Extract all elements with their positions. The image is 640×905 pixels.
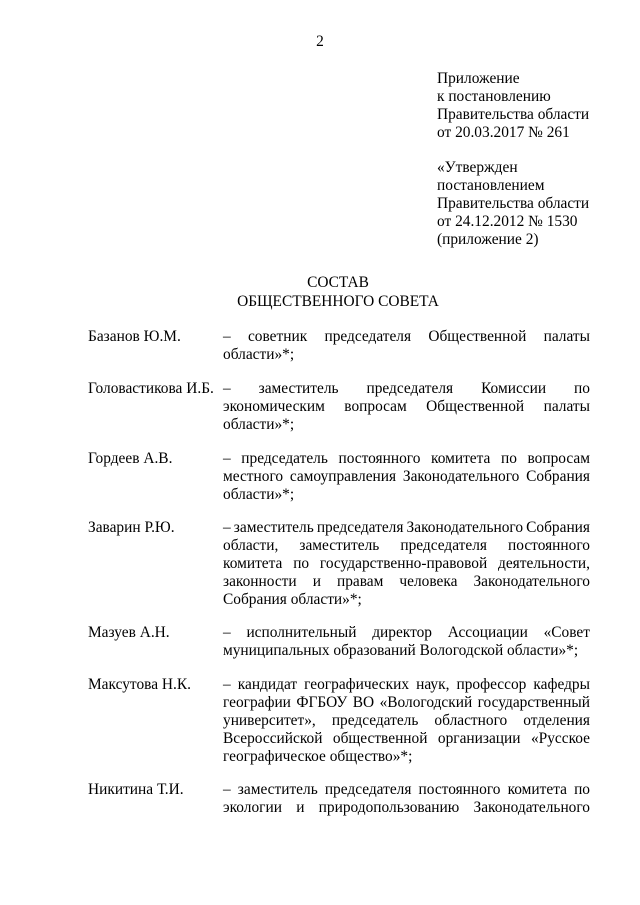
description-word: постоянного: [418, 781, 501, 798]
description-word: и: [296, 799, 305, 816]
appendix-line: Правительства области: [437, 106, 590, 123]
description-word: области,: [223, 537, 279, 554]
description-word: по: [574, 380, 590, 397]
appendix-block: [437, 70, 637, 142]
description-line: [223, 555, 590, 573]
description-line: [223, 624, 590, 642]
description-word: местного: [223, 468, 284, 485]
member-description: [223, 624, 590, 660]
description-line: [223, 730, 590, 748]
description-word: председателя: [366, 380, 454, 397]
member-description: [223, 380, 590, 434]
description-word: экономическим: [223, 398, 325, 415]
description-word: –: [223, 519, 231, 536]
page-number: 2: [316, 33, 324, 50]
description-word: постоянного: [508, 537, 590, 554]
description-word: и: [312, 573, 321, 590]
description-word: отделения: [523, 712, 590, 729]
description-line: [223, 537, 590, 555]
description-line: [223, 712, 590, 730]
description-word: ФГБОУ: [296, 694, 348, 711]
description-word: областного: [434, 712, 508, 729]
description-word: заместитель: [233, 519, 314, 536]
description-word: комитета: [223, 555, 283, 572]
approved-line: постановлением: [437, 177, 545, 194]
description-word: председатель: [331, 712, 419, 729]
description-line: [223, 676, 590, 694]
description-word: университет»,: [223, 712, 316, 729]
description-word: деятельности,: [498, 555, 590, 572]
description-word: председателя: [316, 519, 404, 536]
member-name: Базанов Ю.М.: [88, 328, 181, 345]
description-word: «Русское: [530, 730, 590, 747]
approved-line: (приложение 2): [437, 231, 539, 248]
description-word: по: [500, 450, 517, 467]
description-word: географии: [223, 694, 291, 711]
approved-line: от 24.12.2012 № 1530: [437, 213, 578, 230]
description-word: географических: [304, 676, 410, 693]
description-word: государственно-правовой: [319, 555, 488, 572]
description-line: области»*;: [223, 346, 295, 363]
member-name: Головастикова И.Б.: [88, 380, 214, 397]
description-word: заместитель: [258, 380, 339, 397]
description-word: Всероссийской: [223, 730, 323, 747]
description-word: председатель: [241, 450, 328, 467]
member-name: Заварин Р.Ю.: [88, 519, 175, 536]
member-description: [223, 328, 590, 364]
description-word: палаты: [543, 398, 590, 415]
description-line: [223, 799, 590, 817]
description-word: председателя: [324, 328, 412, 345]
description-word: Законодательного: [473, 799, 590, 816]
title-line-2: ОБЩЕСТВЕННОГО СОВЕТА: [237, 292, 439, 310]
approved-line: «Утвержден: [437, 159, 518, 176]
description-word: комитета: [507, 781, 567, 798]
description-word: Собрания: [526, 519, 590, 536]
description-line: области»*;: [223, 416, 295, 433]
description-word: природопользованию: [318, 799, 460, 816]
description-word: вопросам: [527, 450, 590, 467]
description-word: –: [223, 624, 231, 641]
description-line: [223, 328, 590, 346]
description-word: директор: [372, 624, 432, 641]
description-word: Общественной: [428, 328, 527, 345]
member-name: Гордеев А.В.: [88, 450, 173, 467]
approved-block: [437, 159, 637, 249]
description-word: общественной: [332, 730, 428, 747]
member-description: [223, 676, 590, 766]
description-word: экологии: [223, 799, 282, 816]
member-description: [223, 781, 590, 817]
description-line: [223, 573, 590, 591]
description-word: по: [293, 555, 310, 572]
description-word: заместитель: [299, 537, 380, 554]
description-line: [223, 468, 590, 486]
description-word: Законодательного: [473, 573, 590, 590]
description-word: профессор: [456, 676, 527, 693]
member-description: [223, 450, 590, 504]
description-line: географическое общество»*;: [223, 748, 413, 765]
description-word: –: [223, 380, 231, 397]
description-word: –: [223, 328, 231, 345]
description-word: председателя: [400, 537, 487, 554]
description-line: Собрания области»*;: [223, 591, 362, 608]
description-line: [223, 694, 590, 712]
description-word: организации: [437, 730, 521, 747]
description-word: Законодательного: [406, 519, 524, 536]
description-line: [223, 781, 590, 799]
document-title: [0, 274, 640, 311]
title-line-1: СОСТАВ: [307, 274, 369, 291]
description-word: кафедры: [533, 676, 590, 693]
appendix-line: к постановлению: [437, 88, 551, 105]
description-line: [223, 398, 590, 416]
description-line: муниципальных образований Вологодской области»*;: [223, 642, 579, 659]
description-word: Общественной: [426, 398, 525, 415]
description-word: самоуправления: [289, 468, 397, 485]
description-word: исполнительный: [246, 624, 357, 641]
description-word: палаты: [543, 328, 590, 345]
member-name: Никитина Т.И.: [88, 781, 184, 798]
appendix-line: от 20.03.2017 № 261: [437, 124, 570, 141]
description-word: законности: [223, 573, 297, 590]
description-word: –: [223, 676, 231, 693]
appendix-line: Приложение: [437, 70, 520, 87]
description-word: государственный: [477, 694, 590, 711]
description-word: –: [223, 450, 231, 467]
description-word: –: [223, 781, 231, 798]
description-word: председателя: [324, 781, 412, 798]
description-word: по: [574, 781, 590, 798]
description-word: наук,: [416, 676, 450, 693]
description-line: [223, 519, 590, 537]
description-line: области»*;: [223, 486, 295, 503]
description-word: «Вологодский: [379, 694, 473, 711]
description-word: постоянного: [338, 450, 421, 467]
description-word: правам: [336, 573, 384, 590]
description-word: Комиссии: [481, 380, 547, 397]
description-word: человека: [399, 573, 458, 590]
description-word: «Совет: [543, 624, 590, 641]
member-name: Максутова Н.К.: [88, 676, 191, 693]
member-name: Мазуев А.Н.: [88, 624, 170, 641]
description-word: комитета: [431, 450, 491, 467]
description-word: советник: [247, 328, 308, 345]
description-word: Законодательного: [402, 468, 520, 485]
approved-line: Правительства области: [437, 195, 590, 212]
description-word: ВО: [352, 694, 375, 711]
description-word: кандидат: [237, 676, 298, 693]
description-line: [223, 380, 590, 398]
description-word: Ассоциации: [447, 624, 528, 641]
description-line: [223, 450, 590, 468]
member-description: [223, 519, 590, 609]
description-word: вопросам: [344, 398, 407, 415]
description-word: заместитель: [237, 781, 318, 798]
description-word: Собрания: [526, 468, 590, 485]
